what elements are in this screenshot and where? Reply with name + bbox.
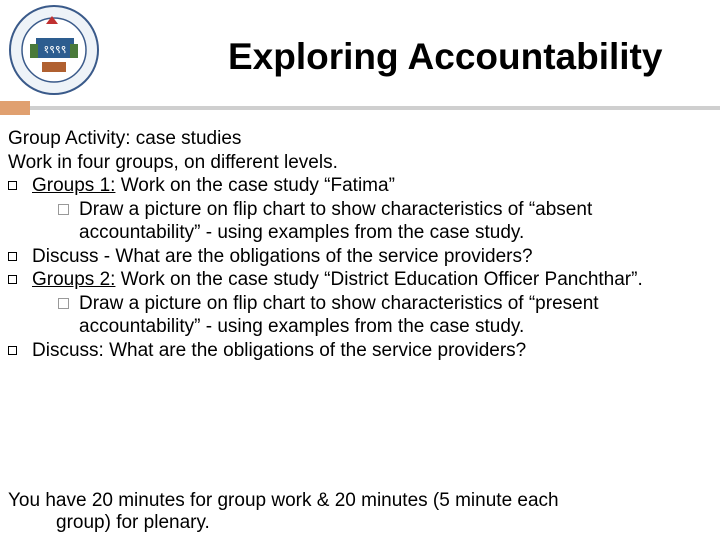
intro-line-1: Group Activity: case studies <box>8 128 242 149</box>
square-bullet-icon <box>8 275 17 284</box>
group-label: Groups 2: <box>32 269 116 290</box>
item-text: Discuss - What are the obligations of the service providers? <box>32 245 533 267</box>
item-text: Discuss: What are the obligations of the service providers? <box>32 339 527 361</box>
item-text: Work on the case study “Fatima” <box>115 175 395 196</box>
header-divider <box>30 106 720 110</box>
sub-list-item <box>8 292 714 339</box>
sub-bullet-icon <box>58 298 69 309</box>
page-title: Exploring Accountability <box>228 36 663 77</box>
footer-note <box>8 490 708 534</box>
square-bullet-icon <box>8 252 17 261</box>
logo-text: १९९९ <box>43 43 67 56</box>
item-text: Draw a picture on flip chart to show characteristics of “present accountability” - using examples from the case study. <box>79 292 599 337</box>
sub-bullet-icon <box>58 204 69 215</box>
list-item <box>8 268 714 292</box>
institution-logo <box>6 4 102 96</box>
accent-block <box>0 101 30 115</box>
footer-line-1: You have 20 minutes for group work & 20 minutes (5 minute each <box>8 490 559 511</box>
square-bullet-icon <box>8 181 17 190</box>
list-item <box>8 245 714 269</box>
sub-list-item <box>8 198 714 245</box>
item-text: Draw a picture on flip chart to show characteristics of “absent accountability” - using examples from the case study. <box>79 198 593 243</box>
item-text: Work on the case study “District Education Officer Panchthar”. <box>115 269 643 290</box>
list-item <box>8 174 714 198</box>
footer-line-2: group) for plenary. <box>56 512 210 533</box>
intro-line-2: Work in four groups, on different levels. <box>8 151 338 173</box>
slide-body <box>8 127 714 362</box>
square-bullet-icon <box>8 346 17 355</box>
list-item <box>8 339 714 363</box>
group-label: Groups 1: <box>32 175 116 196</box>
